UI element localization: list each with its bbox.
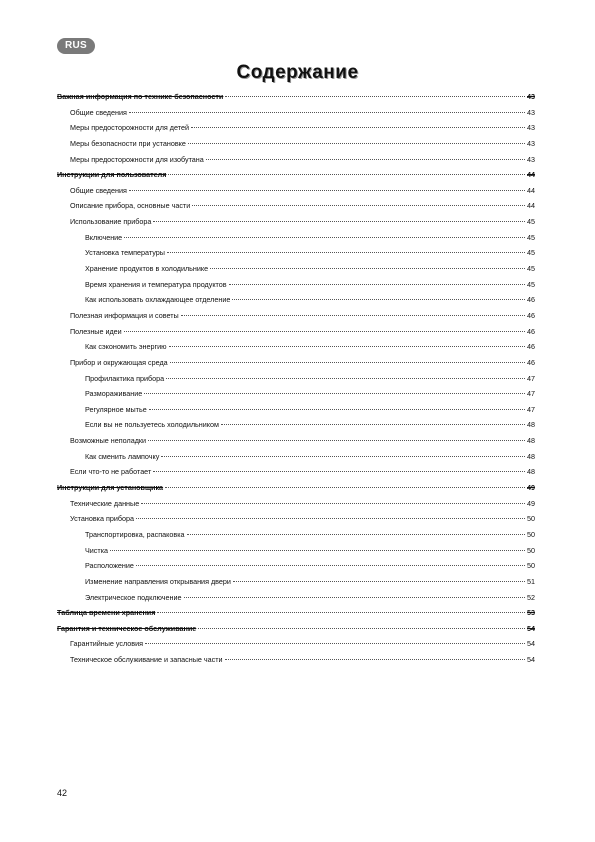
toc-entry-label: Меры предосторожности для изобутана bbox=[70, 154, 204, 164]
toc-entry-label: Профилактика прибора bbox=[85, 373, 165, 383]
dot-leader bbox=[153, 221, 525, 222]
toc-entry-page: 52 bbox=[527, 592, 535, 602]
toc-entry-page: 46 bbox=[527, 326, 535, 336]
dot-leader bbox=[184, 597, 525, 598]
toc-entry-label: Полезная информация и советы bbox=[70, 310, 179, 320]
dot-leader bbox=[124, 331, 525, 332]
toc-entry-page: 47 bbox=[527, 389, 535, 399]
toc-entry-label: Включение bbox=[85, 232, 123, 242]
toc-entry[interactable] bbox=[57, 436, 535, 452]
toc-entry-label: Технические данные bbox=[70, 498, 140, 508]
dot-leader bbox=[229, 284, 525, 285]
dot-leader bbox=[145, 643, 525, 644]
toc-entry-label: Регулярное мытье bbox=[85, 404, 147, 414]
toc-entry[interactable] bbox=[57, 655, 535, 671]
toc-entry[interactable] bbox=[57, 342, 535, 358]
toc-entry-label: Инструкции для пользователя bbox=[57, 170, 167, 180]
dot-leader bbox=[167, 252, 525, 253]
dot-leader bbox=[221, 424, 525, 425]
toc-entry-label: Время хранения и температура продуктов bbox=[85, 279, 227, 289]
toc-entry-label: Установка температуры bbox=[85, 248, 165, 258]
toc-entry-label: Возможные неполадки bbox=[70, 436, 147, 446]
toc-section[interactable] bbox=[57, 170, 535, 186]
toc-entry[interactable] bbox=[57, 217, 535, 233]
language-badge: RUS bbox=[57, 38, 95, 54]
dot-leader bbox=[153, 471, 525, 472]
toc-entry-page: 50 bbox=[527, 514, 535, 524]
toc-entry[interactable] bbox=[57, 546, 535, 562]
toc-section[interactable] bbox=[57, 483, 535, 499]
toc-entry-label: Расположение bbox=[85, 561, 134, 571]
dot-leader bbox=[161, 456, 525, 457]
toc-entry[interactable] bbox=[57, 186, 535, 202]
toc-entry-page: 44 bbox=[527, 170, 535, 180]
toc-entry-label: Если что-то не работает bbox=[70, 467, 152, 477]
toc-entry-page: 47 bbox=[527, 373, 535, 383]
toc-entry[interactable] bbox=[57, 405, 535, 421]
toc-entry-label: Размораживание bbox=[85, 389, 143, 399]
toc-entry-page: 49 bbox=[527, 498, 535, 508]
toc-entry-page: 46 bbox=[527, 342, 535, 352]
toc-entry[interactable] bbox=[57, 311, 535, 327]
dot-leader bbox=[157, 612, 525, 613]
toc-entry-page: 43 bbox=[527, 107, 535, 117]
toc-entry[interactable] bbox=[57, 452, 535, 468]
dot-leader bbox=[225, 659, 525, 660]
dot-leader bbox=[166, 378, 525, 379]
dot-leader bbox=[168, 174, 525, 175]
dot-leader bbox=[110, 550, 525, 551]
toc-entry-page: 46 bbox=[527, 357, 535, 367]
dot-leader bbox=[206, 159, 525, 160]
toc-entry-page: 50 bbox=[527, 561, 535, 571]
toc-entry[interactable] bbox=[57, 201, 535, 217]
dot-leader bbox=[210, 268, 525, 269]
dot-leader bbox=[181, 315, 525, 316]
toc-entry-label: Установка прибора bbox=[70, 514, 134, 524]
toc-entry-label: Транспортировка, распаковка bbox=[85, 529, 185, 539]
dot-leader bbox=[136, 518, 525, 519]
toc-entry[interactable] bbox=[57, 358, 535, 374]
toc-entry[interactable] bbox=[57, 639, 535, 655]
dot-leader bbox=[124, 237, 525, 238]
toc-entry-label: Техническое обслуживание и запасные части bbox=[70, 655, 223, 665]
toc-entry[interactable] bbox=[57, 577, 535, 593]
toc-entry[interactable] bbox=[57, 389, 535, 405]
toc-entry[interactable] bbox=[57, 530, 535, 546]
dot-leader bbox=[192, 205, 525, 206]
toc-entry[interactable] bbox=[57, 280, 535, 296]
dot-leader bbox=[232, 299, 525, 300]
dot-leader bbox=[129, 190, 525, 191]
toc-entry-label: Чистка bbox=[85, 545, 108, 555]
toc-entry-label: Инструкции для установщика bbox=[57, 483, 164, 493]
toc-entry-page: 45 bbox=[527, 279, 535, 289]
toc-entry-label: Использование прибора bbox=[70, 217, 152, 227]
toc-entry-page: 51 bbox=[527, 576, 535, 586]
toc-entry-page: 48 bbox=[527, 436, 535, 446]
dot-leader bbox=[141, 503, 525, 504]
toc-entry-page: 54 bbox=[527, 655, 535, 665]
toc-entry-label: Гарантийные условия bbox=[70, 639, 144, 649]
toc-entry-page: 45 bbox=[527, 264, 535, 274]
dot-leader bbox=[225, 96, 525, 97]
toc-entry[interactable] bbox=[57, 155, 535, 171]
toc-entry-label: Если вы не пользуетесь холодильником bbox=[85, 420, 219, 430]
dot-leader bbox=[148, 440, 525, 441]
toc-entry-page: 46 bbox=[527, 295, 535, 305]
toc-section[interactable] bbox=[57, 92, 535, 108]
dot-leader bbox=[149, 409, 525, 410]
toc-entry[interactable] bbox=[57, 248, 535, 264]
toc-entry-page: 53 bbox=[527, 608, 535, 618]
toc-entry-page: 50 bbox=[527, 545, 535, 555]
toc-entry-page: 43 bbox=[527, 123, 535, 133]
toc-entry-label: Полезные идеи bbox=[70, 326, 122, 336]
toc-entry[interactable] bbox=[57, 295, 535, 311]
toc-entry-page: 43 bbox=[527, 92, 535, 101]
toc-entry[interactable] bbox=[57, 108, 535, 124]
toc-entry-page: 54 bbox=[527, 639, 535, 649]
toc-entry-page: 44 bbox=[527, 185, 535, 195]
dot-leader bbox=[129, 112, 525, 113]
toc-entry[interactable] bbox=[57, 467, 535, 483]
toc-section[interactable] bbox=[57, 624, 535, 640]
toc-entry-label: Электрическое подключение bbox=[85, 592, 182, 602]
toc-entry-page: 48 bbox=[527, 467, 535, 477]
dot-leader bbox=[144, 393, 525, 394]
toc-entry[interactable] bbox=[57, 327, 535, 343]
dot-leader bbox=[165, 487, 525, 488]
toc-entry-page: 50 bbox=[527, 529, 535, 539]
toc-entry-page: 44 bbox=[527, 201, 535, 211]
page-title: Содержание bbox=[236, 62, 359, 83]
toc-entry-label: Как использовать охлаждающее отделение bbox=[85, 295, 231, 305]
toc-entry-label: Прибор и окружающая среда bbox=[70, 357, 168, 367]
dot-leader bbox=[187, 534, 525, 535]
toc-entry[interactable] bbox=[57, 123, 535, 139]
toc-entry[interactable] bbox=[57, 264, 535, 280]
toc-entry-page: 45 bbox=[527, 248, 535, 258]
toc-entry-label: Как сэкономить энергию bbox=[85, 342, 167, 352]
toc-entry-page: 43 bbox=[527, 138, 535, 148]
toc-entry-page: 54 bbox=[527, 623, 535, 633]
toc-entry[interactable] bbox=[57, 514, 535, 530]
toc-entry[interactable] bbox=[57, 593, 535, 609]
toc-entry-label: Гарантия и техническое обслуживание bbox=[57, 623, 197, 633]
toc-entry-label: Меры предосторожности для детей bbox=[70, 123, 189, 133]
dot-leader bbox=[169, 346, 525, 347]
toc-entry-label: Общие сведения bbox=[70, 185, 127, 195]
toc-entry-label: Как сменить лампочку bbox=[85, 451, 160, 461]
toc-entry-page: 45 bbox=[527, 217, 535, 227]
toc-entry[interactable] bbox=[57, 374, 535, 390]
toc-entry-label: Общие сведения bbox=[70, 107, 127, 117]
toc-entry-label: Таблица времени хранения bbox=[57, 608, 156, 618]
toc-entry[interactable] bbox=[57, 420, 535, 436]
toc-entry-page: 49 bbox=[527, 483, 535, 493]
toc-entry[interactable] bbox=[57, 561, 535, 577]
toc-entry-page: 48 bbox=[527, 420, 535, 430]
toc-section[interactable] bbox=[57, 608, 535, 624]
toc-entry-page: 46 bbox=[527, 310, 535, 320]
dot-leader bbox=[233, 581, 525, 582]
toc-entry-label: Описание прибора, основные части bbox=[70, 201, 191, 211]
page-number: 42 bbox=[57, 788, 68, 798]
toc-entry-label: Важная информация по технике безопасности bbox=[57, 92, 224, 101]
toc-entry[interactable] bbox=[57, 499, 535, 515]
dot-leader bbox=[188, 143, 525, 144]
toc-entry[interactable] bbox=[57, 139, 535, 155]
dot-leader bbox=[136, 565, 525, 566]
table-of-contents bbox=[57, 92, 535, 671]
toc-entry-page: 43 bbox=[527, 154, 535, 164]
toc-entry-label: Изменение направления открывания двери bbox=[85, 576, 231, 586]
toc-entry-label: Меры безопасности при установке bbox=[70, 138, 186, 148]
dot-leader bbox=[170, 362, 525, 363]
toc-entry-page: 48 bbox=[527, 451, 535, 461]
toc-entry-page: 45 bbox=[527, 232, 535, 242]
dot-leader bbox=[191, 127, 525, 128]
toc-entry-page: 47 bbox=[527, 404, 535, 414]
toc-entry[interactable] bbox=[57, 233, 535, 249]
dot-leader bbox=[198, 628, 525, 629]
toc-entry-label: Хранение продуктов в холодильнике bbox=[85, 264, 209, 274]
